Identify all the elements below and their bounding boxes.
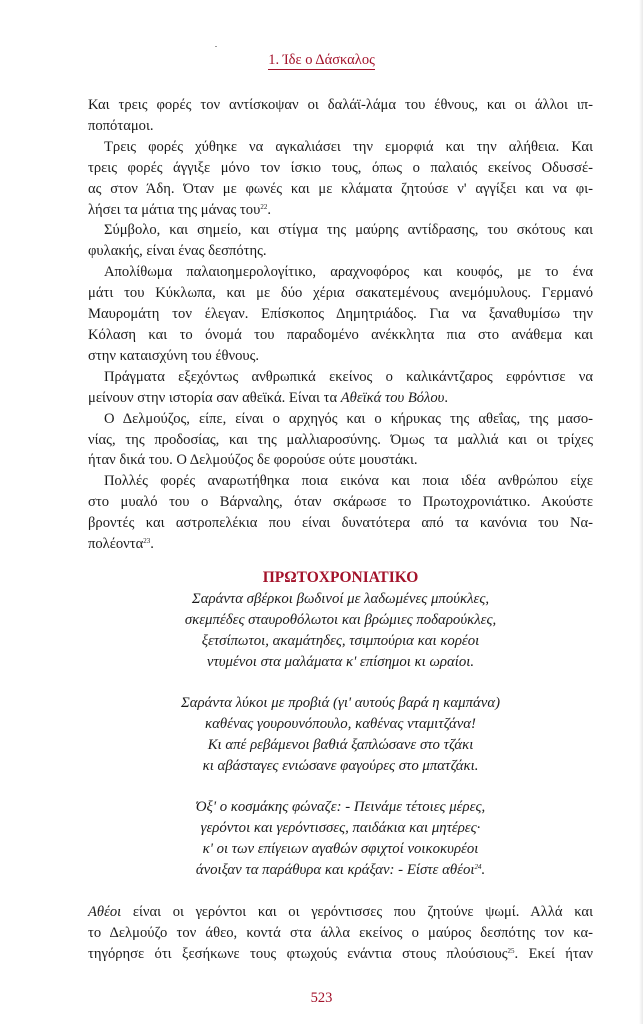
text-run: στην καταισχύνη του έθνους. [88, 347, 260, 364]
poem-stanza [88, 797, 593, 881]
paragraph [88, 220, 593, 262]
poem-line [88, 860, 593, 881]
running-header [0, 51, 643, 69]
text-run: Μαυρομάτη τον έλεγαν. Επίσκοπος Δημητριάδος. Για να ξαναθυμίσω την [88, 306, 593, 323]
text-run: μάτι του Κύκλωπα, και με δύο χέρια σακατεμένους ανεμόμυλους. Γερμανό [88, 285, 593, 302]
text-line [88, 367, 593, 388]
paragraph [88, 95, 593, 137]
text-run: Σαράντα σβέρκοι βωδινοί με λαδωμένες μπούκλες, [191, 591, 490, 607]
text-run: ήταν δικά του. Ο Δελμούζος δε φορούσε ούτε μουστάκι. [88, 452, 418, 469]
poem-stanza [88, 589, 593, 673]
footnote-ref: 25 [507, 946, 515, 955]
text-run: . Εκεί ήταν [514, 945, 593, 962]
text-run: Απολίθωμα παλαιοημερολογίτικο, αραχνοφόρος και κουφός, με το ένα [104, 264, 593, 281]
text-line [88, 534, 593, 555]
footnote-ref: 24 [474, 863, 482, 871]
text-run: ας στον Άδη. Όταν με φωνές και με κλάματα ζητούσε ν' αγγίξει και να φι- [88, 180, 593, 197]
text-line [88, 200, 593, 221]
text-line [88, 116, 593, 137]
text-run: Κι απέ ρεβάμενοι βαθιά ξαπλώσανε στο τζάκι [207, 737, 474, 753]
scan-edge [639, 0, 643, 1024]
text-run: Ο Δελμούζος, είπε, είναι ο αρχηγός και ο κήρυκας της αθεΐας, της μασο- [104, 410, 593, 427]
chapter-title: 1. Ίδε ο Δάσκαλος [268, 52, 375, 68]
text-line [88, 325, 593, 346]
poem-line [88, 631, 593, 652]
text-line [88, 241, 593, 262]
text-line [88, 923, 593, 944]
paragraph [88, 367, 593, 409]
poem-line [88, 839, 593, 860]
text-run: κι αβάσταγες ενιώσανε φαγούρες στο μπατζάκι. [202, 758, 479, 774]
text-line [88, 283, 593, 304]
text-line [88, 304, 593, 325]
stanza-gap [88, 673, 593, 693]
text-run: Πράγματα εξεχόντως ανθρωπικά εκείνος ο καλικάντζαρος εφρόντισε να [104, 368, 593, 385]
text-run: Κόλαση και το όνομά του παραδομένο ανέκκλητα πια στο ανάθεμα και [88, 326, 593, 343]
paragraph [88, 137, 593, 221]
text-run: Τρεις φορές χύθηκε να αγκαλιάσει την εμορφιά και την αλήθεια. Και [104, 138, 593, 155]
text-line [88, 450, 593, 471]
text-line [88, 179, 593, 200]
text-run: το Δελμούζο τον άθεο, κοντά στα άλλα εκείνος ο μαύρος δεσπότης τον κα- [88, 924, 593, 941]
text-line [88, 137, 593, 158]
text-run: φυλακής, είναι ένας δεσπότης. [88, 243, 267, 260]
poem-line [88, 818, 593, 839]
text-run: . [481, 862, 486, 878]
text-run: Σαράντα λύκοι με προβιά (γι' αυτούς βαρά η καμπάνα) [180, 695, 501, 711]
text-run: . [267, 201, 271, 218]
text-run: . [150, 536, 154, 553]
italic-text: Αθέοι [88, 904, 122, 920]
text-line [88, 902, 593, 923]
text-line [88, 158, 593, 179]
text-run: άνοιξαν τα παράθυρα και κράξαν: - Είστε αθέοι [195, 862, 475, 878]
text-run: ποπόταμοι. [88, 117, 154, 134]
stanza-gap [88, 777, 593, 797]
footnote-ref: 22 [260, 202, 268, 211]
text-line [88, 492, 593, 513]
text-line [88, 944, 593, 965]
text-run: στο μυαλό του ο Βάρναλης, όταν σκάρωσε το Πρωτοχρονιάτικο. Ακούστε [88, 494, 593, 511]
italic-text: Αθεϊκά του Βόλου [340, 389, 445, 406]
body-text-bottom [88, 902, 593, 965]
text-run: ντυμένοι στα μαλάματα κ' επίσημοι κι ωραίοι. [206, 654, 475, 670]
text-run: νίας, της προδοσίας, και της μαλλιαροσύνης. Όμως τα μαλλιά και οι τρίχες [88, 431, 593, 448]
text-run: πολέοντα [88, 536, 144, 553]
footnote-ref: 23 [143, 537, 151, 546]
text-run: σκεμπέδες σταυροθόλωτοι και βρώμιες ποδαρούκλες, [184, 612, 497, 628]
poem-line [88, 589, 593, 610]
text-run: λήσει τα μάτια της μάνας του [88, 201, 261, 218]
paragraph [88, 471, 593, 555]
text-line [88, 95, 593, 116]
poem-line [88, 735, 593, 756]
poem [88, 567, 593, 881]
text-run: μείνουν στην ιστορία σαν αθεϊκά. Είναι τα [88, 389, 341, 406]
text-line [88, 220, 593, 241]
text-line [88, 346, 593, 367]
poem-line [88, 652, 593, 673]
text-run: ξετσίπωτοι, ακαμάτηδες, τσιμπούρια και κορέοι [201, 633, 480, 649]
paragraph [88, 902, 593, 965]
text-run: είναι οι γερόντοι και οι γερόντισσες που ζητούνε ψωμί. Αλλά και [121, 904, 593, 920]
poem-line [88, 797, 593, 818]
poem-line [88, 756, 593, 777]
text-line [88, 471, 593, 492]
paragraph [88, 409, 593, 472]
page-number: 523 [310, 990, 333, 1006]
poem-line [88, 610, 593, 631]
text-run: βροντές και αστροπελέκια που είναι δυνατότερα από τα κανόνια του Να- [88, 515, 593, 532]
text-line [88, 388, 593, 409]
text-run: τηγόρησε ότι ξεσήκωνε τους φτωχούς ενάντια στους πλούσιους [88, 945, 508, 962]
text-run: καθένας γουρουνόπουλο, καθένας νταμιτζάνα! [205, 716, 476, 732]
text-line [88, 513, 593, 534]
paragraph [88, 262, 593, 367]
text-run: γερόντοι και γερόντισσες, παιδάκια και μητέρες· [200, 820, 481, 836]
text-run: τρεις φορές άγγιξε μόνο τον ίσκιο τους, όπως ο παλαιός εκείνος Οδυσσέ- [88, 159, 593, 176]
text-line [88, 262, 593, 283]
poem-line [88, 714, 593, 735]
text-run: Και τρεις φορές τον αντίσκοψαν οι δαλάϊ-λάμα του έθνους, και οι άλλοι ιπ- [88, 97, 593, 113]
text-run: Σύμβολο, και σημείο, και στίγμα της μαύρης αντίδρασης, του σκότους και [104, 222, 593, 239]
text-run: κ' οι των επίγειων αγαθών σφιχτοί νοικοκυρέοι [202, 841, 479, 857]
text-run: Όξ' ο κοσμάκης φώναζε: - Πεινάμε τέτοιες μέρες, [195, 799, 486, 815]
poem-line [88, 693, 593, 714]
poem-title: ΠΡΩΤΟΧΡΟΝΙΑΤΙΚΟ [262, 569, 419, 586]
poem-stanza [88, 693, 593, 777]
text-run: . [444, 389, 449, 406]
body-text-top [88, 95, 593, 555]
scan-speck [215, 46, 217, 47]
text-line [88, 430, 593, 451]
text-run: Πολλές φορές αναρωτήθηκα ποια εικόνα και ποια ιδέα ανθρώπου είχε [104, 473, 593, 490]
text-line [88, 409, 593, 430]
